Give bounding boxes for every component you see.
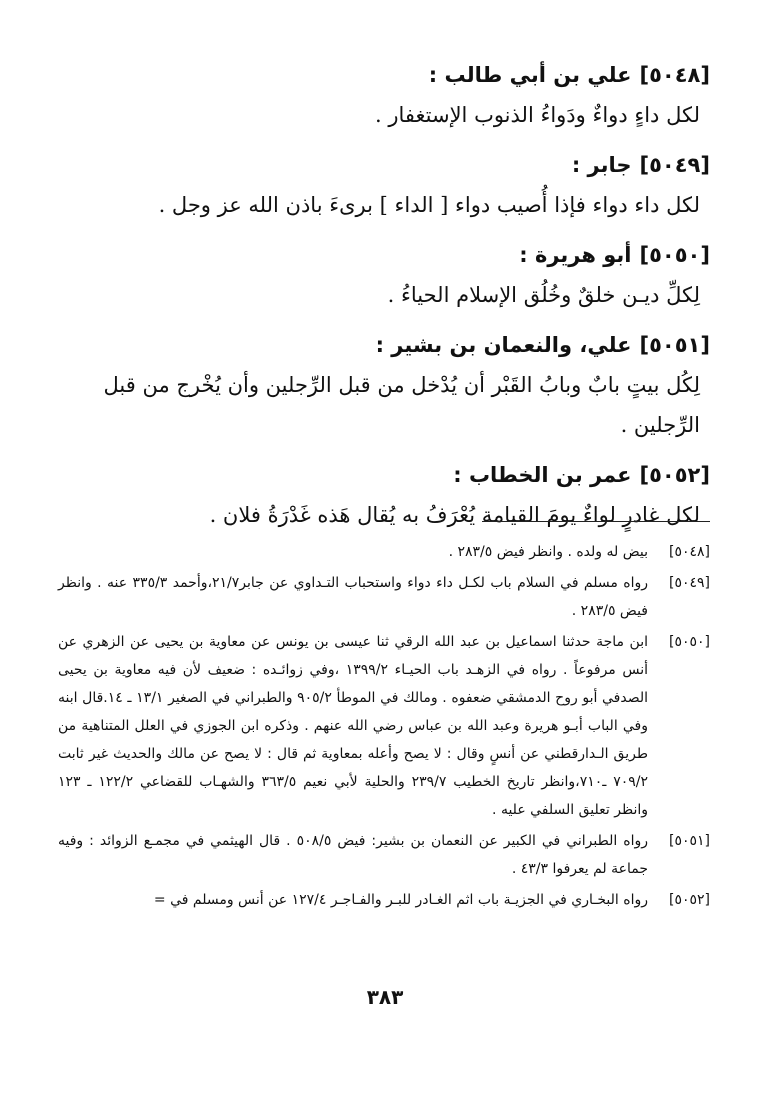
entry-text: لكل داءٍ دواءٌ ودَواءُ الذنوب الإستغفار . xyxy=(375,103,700,127)
hadith-entry xyxy=(80,235,710,315)
entry-heading xyxy=(80,55,710,95)
entry-number: [٥٠٥٠] xyxy=(639,243,710,267)
hadith-entry xyxy=(80,325,710,445)
entry-heading xyxy=(80,145,710,185)
footnote-text: رواه الطبراني في الكبير عن النعمان بن بشير: فيض ٥٠٨/٥ . قال الهيثمي في مجمـع الزوائد : وفيه جماعة لم يعرفوا ٤٣/٣ . xyxy=(58,833,648,877)
footnotes xyxy=(58,538,710,917)
footnote-text: رواه مسلم في السلام باب لكـل داء دواء واستحباب التـداوي عن جابر٢١/٧،وأحمد ٣٣٥/٣ عنه . وانظر فيض ٢٨٣/٥ . xyxy=(58,575,649,619)
footnote-number: [٥٠٥٢] xyxy=(668,892,710,908)
entry-narrator: أبو هريرة : xyxy=(519,243,632,267)
footnote xyxy=(58,628,710,824)
entry-text: لكل داء دواء فإذا أُصيب دواء [ الداء ] برىءَ باذن الله عز وجل . xyxy=(158,193,700,217)
entry-narrator: علي، والنعمان بن بشير : xyxy=(375,333,632,357)
entry-number: [٥٠٥١] xyxy=(639,333,710,357)
footnote-text: بيض له ولده . وانظر فيض ٢٨٣/٥ . xyxy=(448,544,648,560)
entry-text: لِكُل بيتٍ بابٌ وبابُ القَبْر أن يُدْخل من قبل الرِّجلين وأن يُخْرج من قبل الرِّجلين . xyxy=(103,373,700,437)
footnote xyxy=(58,886,710,914)
entry-text: لكل غادرٍ لواءٌ يومَ القيامة يُعْرَفُ به يُقال هَذه غَدْرَةُ فلان . xyxy=(209,503,700,527)
hadith-entry xyxy=(80,145,710,225)
page-number: ٣٨٣ xyxy=(366,985,404,1009)
hadith-entry xyxy=(80,455,710,535)
entry-number: [٥٠٥٢] xyxy=(639,463,710,487)
footnote-number: [٥٠٥١] xyxy=(668,833,710,849)
hadith-entries xyxy=(80,55,710,545)
entry-number: [٥٠٤٨] xyxy=(639,63,710,87)
footnote xyxy=(58,538,710,566)
footnote xyxy=(58,827,710,883)
hadith-entry xyxy=(80,55,710,135)
entry-heading xyxy=(80,235,710,275)
footnote-text: رواه البخـاري في الجزيـة باب اثم الغـادر للبـر والفـاجـر ١٢٧/٤ عن أنس ومسلم في = xyxy=(153,892,648,908)
entry-number: [٥٠٤٩] xyxy=(639,153,710,177)
entry-narrator: جابر : xyxy=(571,153,632,177)
footnote xyxy=(58,569,710,625)
footnote-number: [٥٠٥٠] xyxy=(668,634,710,650)
entry-narrator: علي بن أبي طالب : xyxy=(428,63,632,87)
footnote-separator xyxy=(482,521,710,522)
footnote-number: [٥٠٤٩] xyxy=(668,575,710,591)
footnote-text: ابن ماجة حدثنا اسماعيل بن عبد الله الرقي ثنا عيسى بن يونس عن معاوية بن يحيى عن الزهري عن أنس مرفوعاً . رواه في الزهـد باب الحيـاء ١٣٩٩/٢ ،وفي زوائـده : ضعيف لأن فيه معاوية بن يحيى الصدفي أبو روح الدمشقي ضعفوه . ومالك في الموطأ ٩٠٥/٢ والطبراني في الصغير ١٣/١ ـ ١٤.قال ابنه وفي الباب أبـو هريرة وعبد الله بن عباس رضي الله عنهم . وذكره ابن الجوزي في العلل المتناهية من طريق الـدارقطني عن أنسٍ وقال : لا يصح وأعله بمعاوية ثم قال : لا يصح عن مالك والحديث غير ثابت ٧٠٩/٢ ـ٧١٠،وانظر تاريخ الخطيب ٢٣٩/٧ والحلية لأبي نعيم ٣٦٣/٥ والشهـاب للقضاعي ١٢٢/٢ ـ ١٢٣ وانظر تعليق السلفي عليه . xyxy=(58,634,649,818)
footnote-number: [٥٠٤٨] xyxy=(668,544,710,560)
entry-heading xyxy=(80,325,710,365)
entry-narrator: عمر بن الخطاب : xyxy=(453,463,632,487)
entry-heading xyxy=(80,455,710,495)
entry-text: لِكلِّ ديـن خلقٌ وخُلُق الإسلام الحياءُ . xyxy=(387,283,700,307)
